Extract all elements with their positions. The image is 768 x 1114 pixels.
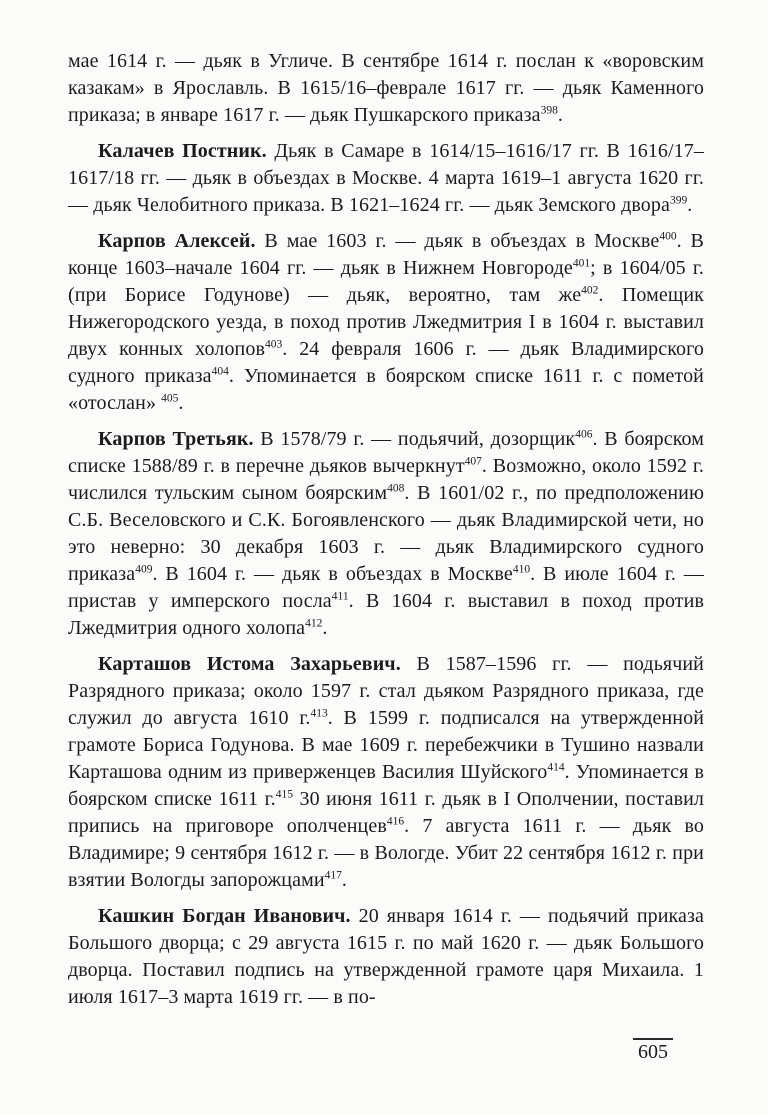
paragraph xyxy=(68,138,704,219)
body-text: . В июле 1604 г. — пристав у имперского посла xyxy=(68,563,704,612)
body-text: Дьяк в Самаре в 1614/15–1616/17 гг. В 1616/17–1617/18 гг. — дьяк в объездах в Москве. 4 марта 1619–1 августа 1620 гг. — дьяк Челобитного приказа. В 1621–1624 гг. — дьяк Земского двора xyxy=(68,140,704,216)
paragraph xyxy=(68,651,704,894)
entry-name: Калачев Постник. xyxy=(98,140,267,162)
footnote-ref: 409 xyxy=(135,563,153,576)
body-text: . xyxy=(178,392,184,414)
footnote-ref: 406 xyxy=(575,428,593,441)
body-text: . Помещик Нижегородского уезда, в поход против Лжедмитрия I в 1604 г. выставил двух конных холопов xyxy=(68,284,704,360)
body-text: В мае 1603 г. — дьяк в объездах в Москве xyxy=(255,230,660,252)
footnote-ref: 402 xyxy=(581,284,599,297)
footnote-ref: 413 xyxy=(310,707,328,720)
body-text: . xyxy=(557,104,563,126)
footnote-ref: 416 xyxy=(386,815,405,828)
footnote-ref: 404 xyxy=(211,365,229,378)
body-text: . xyxy=(322,617,328,639)
paragraph xyxy=(68,48,704,129)
body-text: . В 1604 г. выставил в поход против Лжедмитрия одного холопа xyxy=(68,590,704,639)
page-number: 605 xyxy=(633,1038,673,1064)
page-footer xyxy=(633,1038,673,1064)
footnote-ref: 399 xyxy=(669,194,688,207)
body-text: мае 1614 г. — дьяк в Угличе. В сентябре 1614 г. послан к «воровским казакам» в Ярославль. В 1615/16–феврале 1617 гг. — дьяк Каменного приказа; в январе 1617 г. — дьяк Пушкарского приказа xyxy=(68,50,704,126)
body-text: 30 июня 1611 г. дьяк в I Ополчении, поставил припись на приговоре ополченцев xyxy=(68,788,705,837)
footnote-ref: 407 xyxy=(464,455,482,468)
footnote-ref: 408 xyxy=(387,482,405,495)
footnote-ref: 401 xyxy=(572,257,591,270)
entry-name: Карташов Истома Захарьевич. xyxy=(98,653,401,675)
body-text: ; в 1604/05 г. (при Борисе Годунове) — дьяк, вероятно, там же xyxy=(68,257,704,306)
body-text: . Упоминается в боярском списке 1611 г. с пометой «отослан» xyxy=(68,365,704,414)
body-text: . 7 августа 1611 г. — дьяк во Владимире; 9 сентября 1612 г. — в Вологде. Убит 22 сентября 1612 г. при взятии Вологды запорожцами xyxy=(68,815,705,891)
footnote-ref: 417 xyxy=(324,869,342,882)
body-text: . В 1604 г. — дьяк в объездах в Москве xyxy=(152,563,513,585)
body-text: . xyxy=(687,194,693,216)
entry-name: Карпов Алексей. xyxy=(98,230,256,252)
footnote-ref: 410 xyxy=(512,563,531,576)
footnote-ref: 403 xyxy=(265,338,283,351)
body-text: . 24 февраля 1606 г. — дьяк Владимирского судного приказа xyxy=(68,338,705,387)
body-text: В 1587–1596 гг. — подьячий Разрядного приказа; около 1597 г. стал дьяком Разрядного приказа, где служил до августа 1610 г. xyxy=(68,653,704,729)
text-block xyxy=(68,48,704,1011)
body-text: 20 января 1614 г. — подьячий приказа Большого дворца; с 29 августа 1615 г. по май 1620 г. — дьяк Большого дворца. Поставил подпись на утвержденной грамоте царя Михаила. 1 июля 1617–3 марта 1619 гг. — в по- xyxy=(68,905,704,1008)
entry-name: Кашкин Богдан Иванович. xyxy=(98,905,351,927)
footnote-ref: 415 xyxy=(275,788,294,801)
body-text: . Упоминается в боярском списке 1611 г. xyxy=(68,761,705,810)
entry-name: Карпов Третьяк. xyxy=(98,428,254,450)
footnote-ref: 412 xyxy=(305,617,323,630)
footnote-ref: 405 xyxy=(161,392,179,405)
body-text: . Возможно, около 1592 г. числился тульским сыном боярским xyxy=(68,455,704,504)
body-text: . В боярском списке 1588/89 г. в перечне дьяков вычеркнут xyxy=(68,428,704,477)
body-text: . В 1601/02 г., по предположению С.Б. Веселовского и С.К. Богоявленского — дьяк Владимирской чети, но это неверно: 30 декабря 1603 г. — дьяк Владимирского судного приказа xyxy=(68,482,704,585)
paragraph xyxy=(68,903,704,1011)
footnote-ref: 400 xyxy=(659,230,677,243)
footnote-ref: 414 xyxy=(547,761,565,774)
footnote-ref: 398 xyxy=(540,104,558,117)
body-text: . xyxy=(341,869,348,891)
body-text: В 1578/79 г. — подьячий, дозорщик xyxy=(253,428,576,450)
body-text: . В 1599 г. подписался на утвержденной грамоте Бориса Годунова. В мае 1609 г. перебежчики в Тушино назвали Карташова одним из приверженцев Василия Шуйского xyxy=(68,707,705,783)
paragraph xyxy=(68,228,704,417)
footnote-ref: 411 xyxy=(331,590,349,603)
paragraph xyxy=(68,426,704,642)
body-text: . В конце 1603–начале 1604 гг. — дьяк в Нижнем Новгороде xyxy=(68,230,704,279)
